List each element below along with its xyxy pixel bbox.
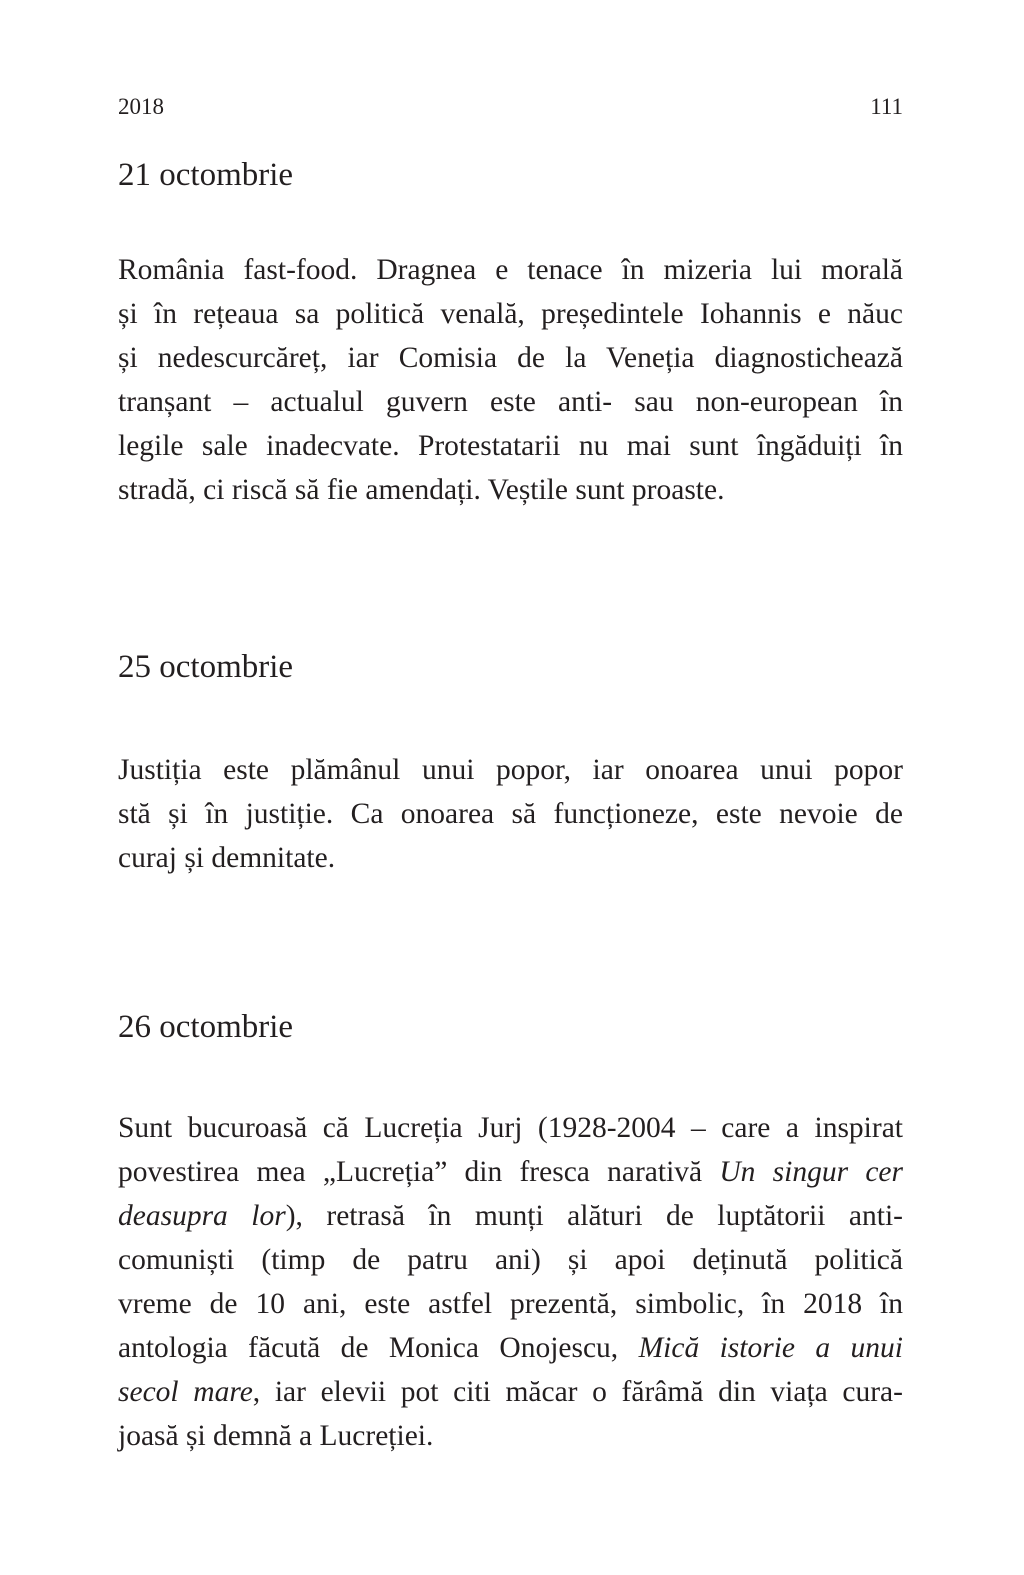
body-text: comuniști (timp de patru ani) și apoi deținută politică [118,1244,903,1276]
body-text: ), retrasă în munți alături de luptătorii anti- [285,1200,903,1232]
text-line [118,1414,903,1458]
body-text: joasă și demnă a Lucreției. [118,1420,434,1452]
text-line [118,836,903,880]
entry-paragraph [118,248,903,512]
text-line [118,1238,903,1282]
body-text: stă și în justiție. Ca onoarea să funcționeze, este nevoie de [118,798,903,830]
text-line [118,468,903,512]
page-number: 111 [870,94,903,119]
entry-paragraph [118,1106,903,1458]
italic-title-text: Mică istorie a unui [638,1332,904,1364]
body-text: povestirea mea „Lucreția” din fresca narativă [118,1156,720,1188]
text-line [118,1150,903,1194]
entry-heading: 21 octombrie [118,157,294,193]
body-text: tranșant – actualul guvern este anti- sau non-european în [118,386,903,418]
running-header-year: 2018 [118,94,164,119]
text-line [118,1326,903,1370]
text-line [118,248,903,292]
body-text: antologia făcută de Monica Onojescu, [118,1332,639,1364]
text-line [118,1282,903,1326]
text-line [118,380,903,424]
entry-heading: 26 octombrie [118,1009,294,1045]
text-line [118,792,903,836]
text-line [118,336,903,380]
body-text: curaj și demnitate. [118,842,336,874]
body-text: și în rețeaua sa politică venală, președintele Iohannis e năuc [118,298,903,330]
text-line [118,424,903,468]
body-text: vreme de 10 ani, este astfel prezentă, simbolic, în 2018 în [118,1288,903,1320]
body-text: stradă, ci riscă să fie amendați. Veștile sunt proaste. [118,474,725,506]
body-text: , iar elevii pot citi măcar o fărâmă din viața cura- [252,1376,903,1408]
body-text: legile sale inadecvate. Protestatarii nu mai sunt îngăduiți în [118,430,903,462]
text-line [118,1370,903,1414]
entry-heading: 25 octombrie [118,649,294,685]
text-line [118,748,903,792]
text-line [118,1194,903,1238]
body-text: Justiția este plămânul unui popor, iar onoarea unui popor [118,754,903,786]
text-line [118,1106,903,1150]
italic-title-text: deasupra lor [118,1200,286,1232]
entry-paragraph [118,748,903,880]
text-line [118,292,903,336]
italic-title-text: secol mare [118,1376,253,1408]
body-text: și nedescurcăreț, iar Comisia de la Veneția diagnostichează [118,342,903,374]
body-text: Sunt bucuroasă că Lucreția Jurj (1928-2004 – care a inspirat [118,1112,903,1144]
body-text: România fast-food. Dragnea e tenace în mizeria lui morală [118,254,903,286]
italic-title-text: Un singur cer [719,1156,903,1188]
